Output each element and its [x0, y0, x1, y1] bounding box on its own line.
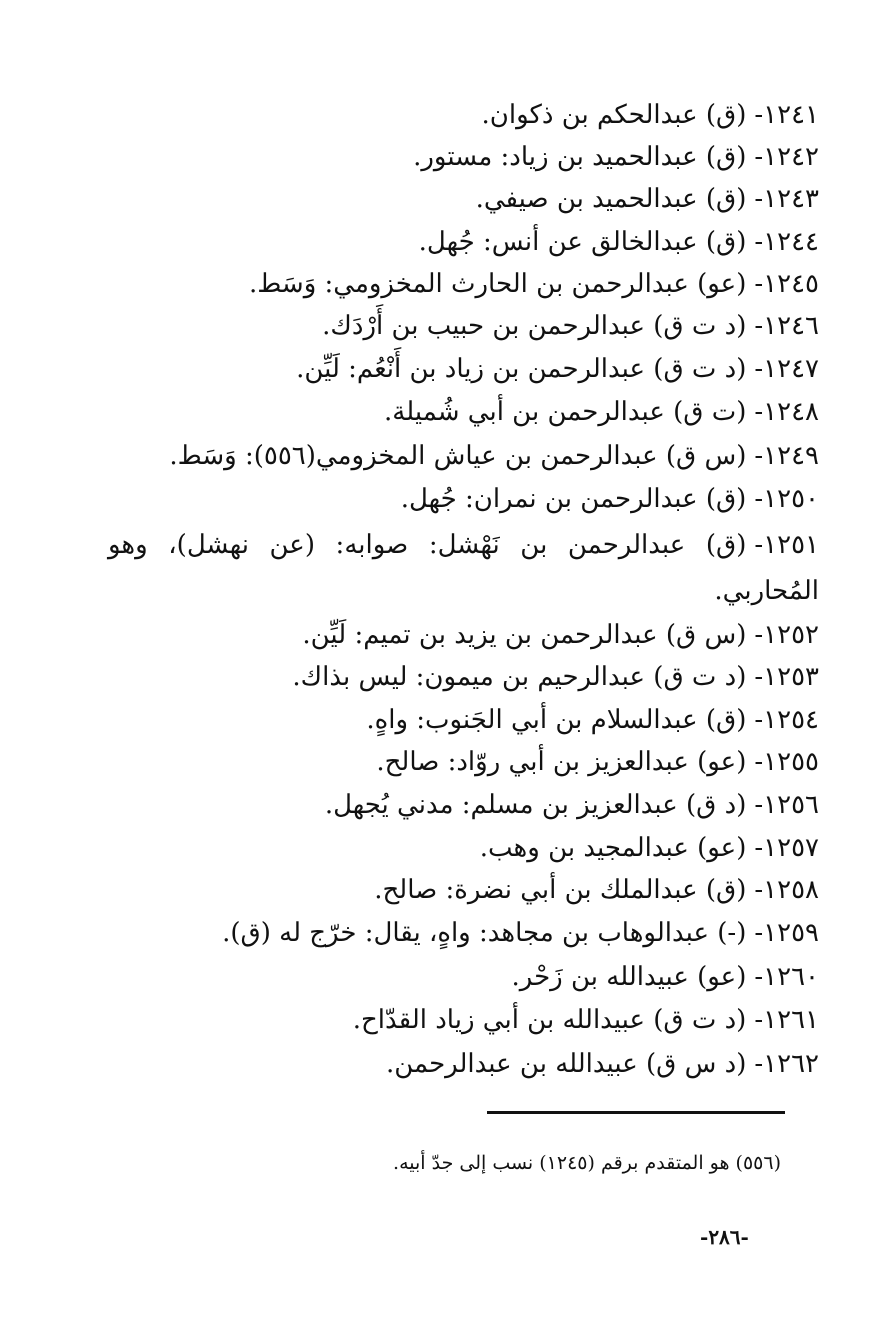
entry-number: ١٢٥٢- [754, 620, 819, 650]
entry-1252 [302, 615, 819, 655]
entry-1248 [384, 392, 819, 432]
entry-text: (د ت ق) عبدالرحمن بن حبيب بن أَرْدَك. [322, 311, 747, 341]
entry-1249 [169, 436, 819, 476]
entry-number: ١٢٥٥- [754, 747, 819, 777]
entry-text: (عو) عبيدالله بن زَحْر. [511, 962, 747, 992]
entry-text: (ق) عبدالملك بن أبي نضرة: صالح. [374, 875, 747, 905]
entry-text: (د ت ق) عبيدالله بن أبي زياد القدّاح. [352, 1005, 747, 1035]
entry-text: (ق) عبدالحكم بن ذكوان. [481, 100, 747, 130]
entry-1255 [376, 742, 819, 782]
entry-number: ١٢٤٢- [754, 142, 819, 172]
footnote: (٥٥٦) هو المتقدم برقم (١٢٤٥) نسب إلى جدّ أبيه. [393, 1152, 781, 1174]
entry-1246 [322, 306, 819, 346]
entry-1245 [249, 264, 819, 304]
entry-number: ١٢٤٩- [754, 441, 819, 471]
entry-text: (ق) عبدالخالق عن أنس: جُهل. [418, 227, 747, 257]
entry-number: ١٢٤٨- [754, 397, 819, 427]
entry-1242 [413, 137, 819, 177]
entry-number: ١٢٥١- [754, 530, 819, 560]
entry-text: (-) عبدالوهاب بن مجاهد: واهٍ، يقال: خرّج له (ق). [222, 918, 747, 948]
entry-1253 [292, 657, 819, 697]
footnote-divider [487, 1111, 785, 1114]
entry-number: ١٢٦١- [754, 1005, 819, 1035]
entry-number: ١٢٥٨- [754, 875, 819, 905]
entry-number: ١٢٥٠- [754, 484, 819, 514]
entry-text: (عو) عبدالمجيد بن وهب. [479, 833, 747, 863]
entry-number: ١٢٤٥- [754, 269, 819, 299]
entry-number: ١٢٤١- [754, 100, 819, 130]
entry-text: (د س ق) عبيدالله بن عبدالرحمن. [386, 1049, 747, 1079]
entry-text: (عو) عبدالعزيز بن أبي روّاد: صالح. [376, 747, 747, 777]
entry-text: (ق) عبدالرحمن بن نَهْشل: صوابه: (عن نهشل)، وهو المُحاربي. [108, 530, 819, 606]
entry-number: ١٢٤٦- [754, 311, 819, 341]
entry-1244 [419, 222, 819, 262]
entry-1250 [401, 479, 819, 519]
entry-text: (ت ق) عبدالرحمن بن أبي شُميلة. [384, 397, 747, 427]
entry-1243 [476, 179, 819, 219]
entry-1241 [481, 95, 819, 135]
entry-text: (س ق) عبدالرحمن بن عياش المخزومي(٥٥٦): وَسَط. [169, 441, 747, 471]
entry-text: (د ت ق) عبدالرحمن بن زياد بن أَنْعُم: لَيِّن. [296, 354, 747, 384]
entry-text: (ق) عبدالرحمن بن نمران: جُهل. [400, 484, 747, 514]
entry-text: (ق) عبدالحميد بن صيفي. [475, 184, 747, 214]
entry-text: (ق) عبدالحميد بن زياد: مستور. [413, 142, 747, 172]
entry-text: (عو) عبدالرحمن بن الحارث المخزومي: وَسَط. [248, 269, 747, 299]
entry-1256 [325, 785, 819, 825]
entry-number: ١٢٤٤- [754, 227, 819, 257]
entry-number: ١٢٦٢- [754, 1049, 819, 1079]
entry-number: ١٢٥٦- [754, 790, 819, 820]
entry-number: ١٢٤٧- [754, 354, 819, 384]
entry-number: ١٢٥٣- [754, 662, 819, 692]
entry-1261 [353, 1000, 819, 1040]
entry-1258 [374, 870, 819, 910]
entry-1259 [222, 913, 819, 953]
entry-1257 [480, 828, 819, 868]
entry-number: ١٢٤٣- [754, 184, 819, 214]
entry-text: (د ق) عبدالعزيز بن مسلم: مدني يُجهل. [324, 790, 747, 820]
entry-text: (س ق) عبدالرحمن بن يزيد بن تميم: لَيِّن. [302, 620, 747, 650]
page-number: -٢٨٦- [700, 1225, 749, 1249]
entry-1260 [512, 957, 820, 997]
entry-1251 [108, 522, 819, 614]
entry-number: ١٢٥٤- [754, 705, 819, 735]
entry-1247 [296, 349, 819, 389]
entry-number: ١٢٦٠- [754, 962, 819, 992]
entry-text: (ق) عبدالسلام بن أبي الجَنوب: واهٍ. [366, 705, 747, 735]
entry-number: ١٢٥٩- [754, 918, 819, 948]
entry-1254 [366, 700, 819, 740]
entry-number: ١٢٥٧- [754, 833, 819, 863]
entry-text: (د ت ق) عبدالرحيم بن ميمون: ليس بذاك. [292, 662, 747, 692]
entry-1262 [386, 1044, 819, 1084]
